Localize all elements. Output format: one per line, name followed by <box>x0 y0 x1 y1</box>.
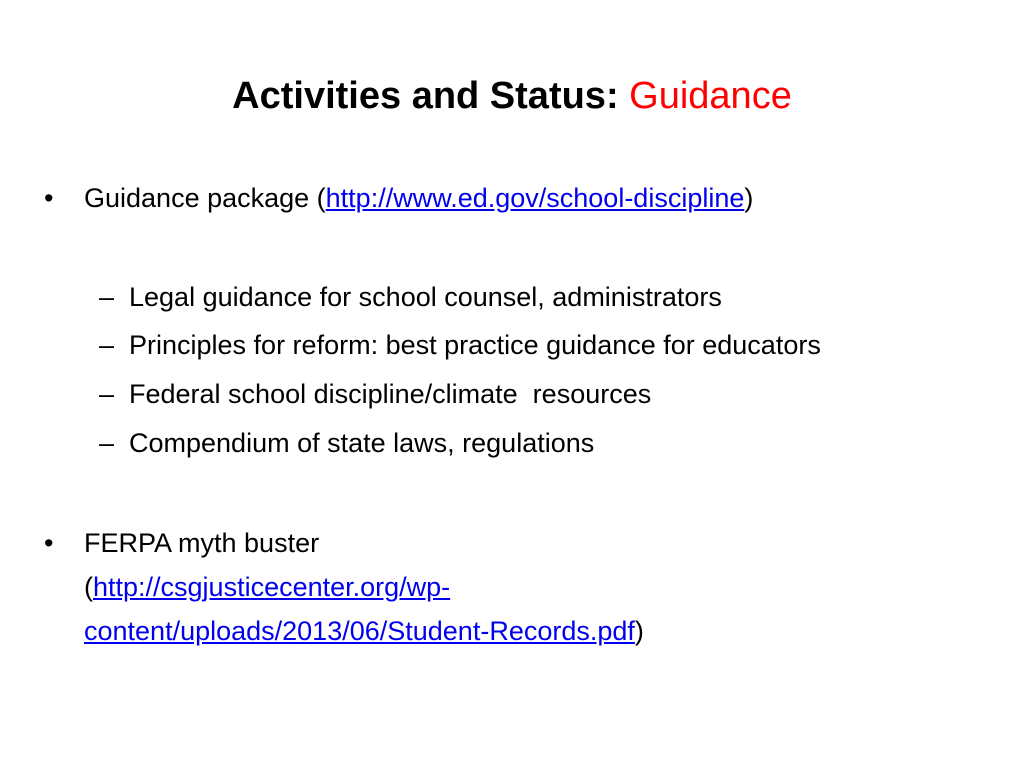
ferpa-link-line1 <box>84 569 450 605</box>
ferpa-label: FERPA myth buster <box>84 528 320 558</box>
csg-link-part2[interactable]: content/uploads/2013/06/Student-Records.pdf <box>84 616 635 646</box>
subitem-text: Compendium of state laws, regulations <box>129 428 595 458</box>
closing-paren: ) <box>744 183 754 213</box>
opening-paren: ( <box>84 572 93 602</box>
slide-title <box>0 70 1024 122</box>
sub-bullet-marker: – <box>99 330 115 360</box>
sub-bullet-marker: – <box>99 428 115 458</box>
ed-gov-link[interactable]: http://www.ed.gov/school-discipline <box>325 183 745 213</box>
subitem-text: Federal school discipline/climate resources <box>129 379 652 409</box>
bullet-text <box>84 180 753 216</box>
closing-paren: ) <box>634 616 644 646</box>
subitem-text: Legal guidance for school counsel, administrators <box>129 282 722 312</box>
csg-link-part1[interactable]: http://csgjusticecenter.org/wp- <box>93 572 451 602</box>
bullet-marker: • <box>44 183 54 213</box>
title-accent: Guidance <box>629 75 792 117</box>
guidance-package-label: Guidance package ( <box>84 183 326 213</box>
sub-bullet-marker: – <box>99 282 115 312</box>
bullet-marker: • <box>44 528 54 558</box>
ferpa-link-line2 <box>84 613 644 649</box>
sub-bullet-marker: – <box>99 379 115 409</box>
subitem-text: Principles for reform: best practice guidance for educators <box>129 330 821 360</box>
title-main: Activities and Status: <box>232 75 619 117</box>
